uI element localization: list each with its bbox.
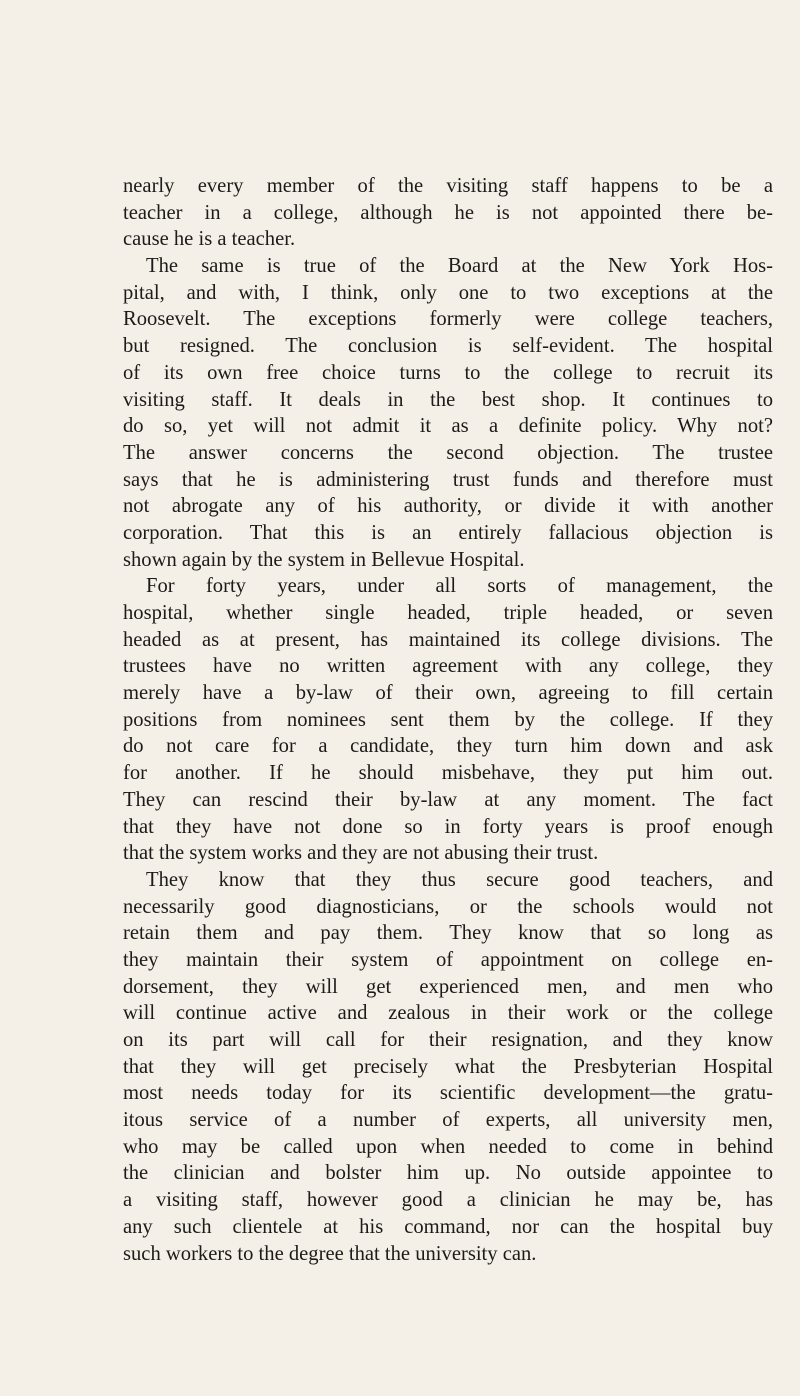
text-line: says that he is administering trust funds and therefore must [123, 468, 773, 491]
text-line: a visiting staff, however good a clinician he may be, has [123, 1189, 773, 1212]
text-line: nearly every member of the visiting staff happens to be a [123, 175, 773, 197]
text-line: The same is true of the Board at the New York Hos- [146, 255, 773, 278]
text-line: do so, yet will not admit it as a definite policy. Why not? [123, 415, 773, 438]
text-line: for another. If he should misbehave, they put him out. [123, 762, 773, 785]
text-line: itous service of a number of experts, all university men, [123, 1109, 773, 1132]
text-line: that they have not done so in forty years is proof enough [123, 815, 773, 838]
paragraph-4 [123, 867, 773, 1267]
text-line: such workers to the degree that the university can. [123, 1242, 537, 1265]
text-line: will continue active and zealous in their work or the college [123, 1002, 773, 1025]
text-line: retain them and pay them. They know that so long as [123, 922, 773, 945]
text-line: For forty years, under all sorts of management, the [146, 575, 773, 598]
text-line: who may be called upon when needed to come in behind [123, 1135, 773, 1158]
text-line: trustees have no written agreement with any college, they [123, 655, 773, 678]
text-line: pital, and with, I think, only one to two exceptions at the [123, 281, 773, 304]
text-line: cause he is a teacher. [123, 228, 296, 251]
text-line: They know that they thus secure good teachers, and [146, 868, 773, 891]
text-line: shown again by the system in Bellevue Hospital. [123, 548, 525, 571]
text-line: headed as at present, has maintained its college divisions. The [123, 628, 773, 651]
text-line: dorsement, they will get experienced men, and men who [123, 975, 773, 998]
text-line: do not care for a candidate, they turn him down and ask [123, 735, 773, 758]
text-line: the clinician and bolster him up. No outside appointee to [123, 1162, 773, 1185]
text-line: but resigned. The conclusion is self-evident. The hospital [123, 335, 773, 358]
text-line: corporation. That this is an entirely fallacious objection is [123, 521, 773, 544]
text-line: they maintain their system of appointment on college en- [123, 948, 773, 971]
body-text [123, 173, 773, 1267]
paragraph-2 [123, 253, 773, 573]
text-line: Roosevelt. The exceptions formerly were college teachers, [123, 308, 773, 331]
text-line: hospital, whether single headed, triple headed, or seven [123, 602, 773, 624]
text-line: most needs today for its scientific development—the gratu- [123, 1082, 773, 1105]
text-line: of its own free choice turns to the college to recruit its [123, 361, 773, 384]
text-line: not abrogate any of his authority, or divide it with another [123, 495, 773, 518]
text-line: The answer concerns the second objection. The trustee [123, 441, 773, 464]
text-line: on its part will call for their resignation, and they know [123, 1029, 773, 1051]
text-line: positions from nominees sent them by the college. If they [123, 708, 773, 731]
text-line: that the system works and they are not abusing their trust. [123, 842, 599, 865]
text-line: merely have a by-law of their own, agreeing to fill certain [123, 682, 773, 705]
paragraph-1 [123, 173, 773, 253]
text-line: any such clientele at his command, nor can the hospital buy [123, 1215, 773, 1238]
text-line: necessarily good diagnosticians, or the schools would not [123, 895, 773, 918]
text-line: that they will get precisely what the Presbyterian Hospital [123, 1055, 773, 1078]
text-line: They can rescind their by-law at any moment. The fact [123, 788, 773, 811]
text-line: visiting staff. It deals in the best shop. It continues to [123, 388, 773, 411]
text-line: teacher in a college, although he is not appointed there be- [123, 201, 773, 224]
paragraph-3 [123, 573, 773, 867]
